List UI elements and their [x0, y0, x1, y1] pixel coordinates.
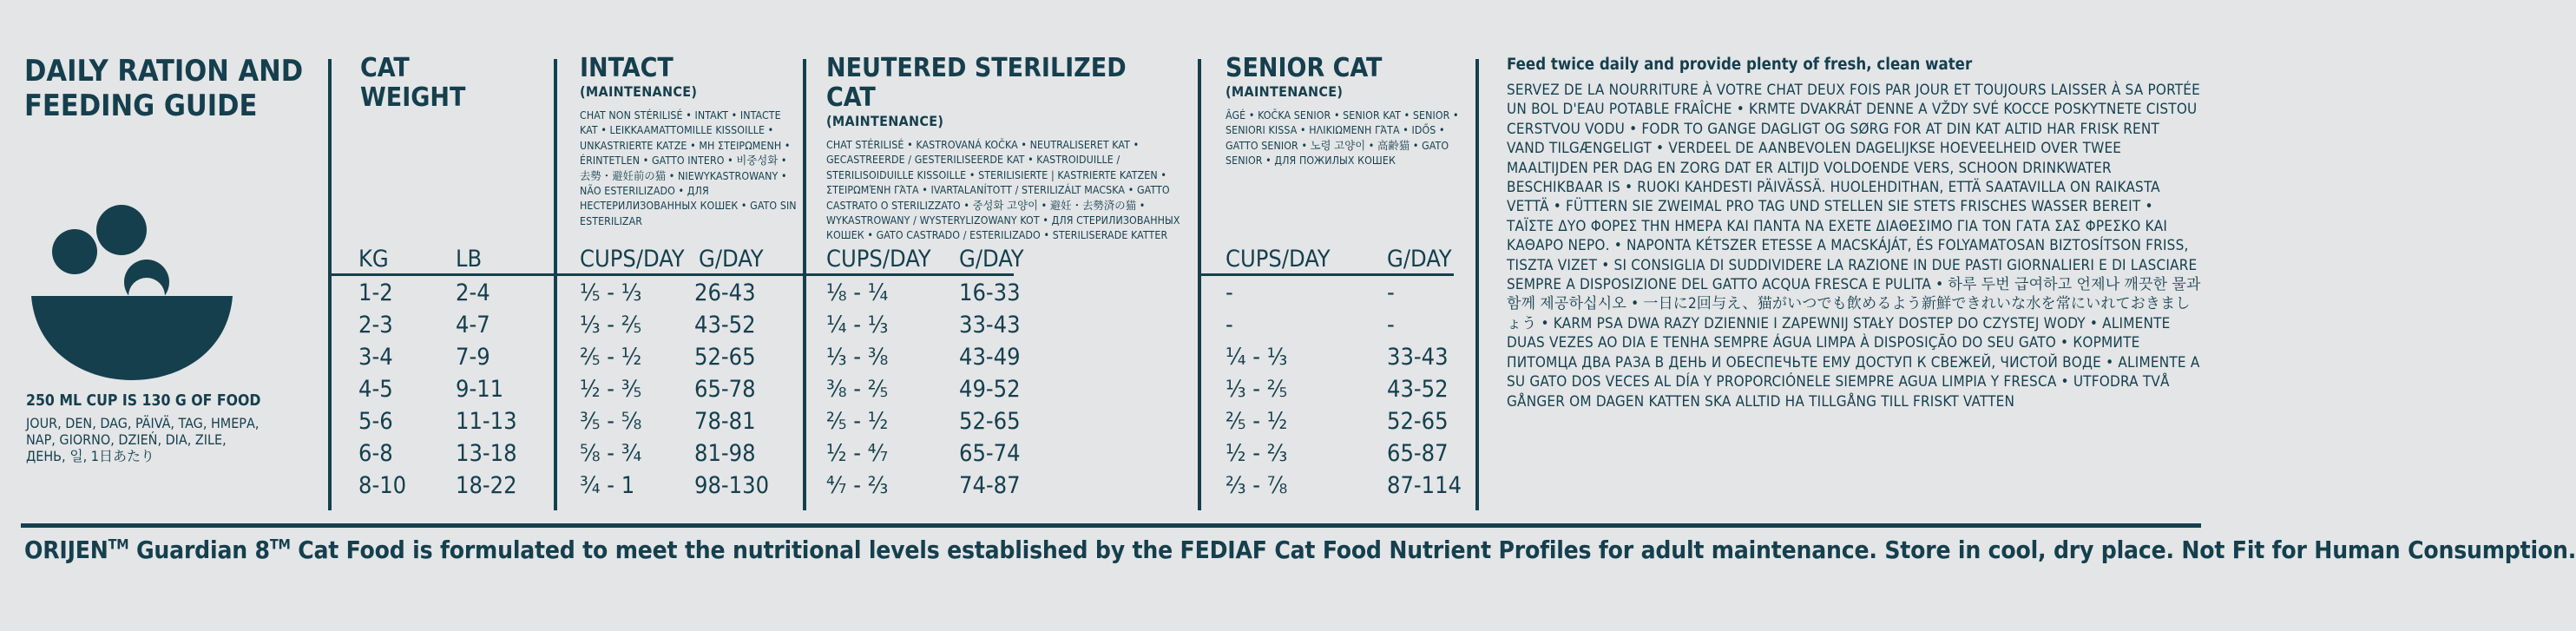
table-cell-ng: 43-49	[959, 344, 1021, 371]
table-cell-sc: -	[1226, 312, 1233, 339]
table-cell-ic: ¾ - 1	[580, 472, 635, 499]
column-translations: ÂGÉ • KOČKA SENIOR • SENIOR KAT • SENIOR • SENIORI KISSA • ΗΛΙΚΙΩΜΕΝΗ ΓΆΤΑ • IDŐS • GATTO SENIOR • 노령 고양이 • 高齢猫 • GATO SENIOR • ДЛЯ ПОЖИЛЫХ КОШЕК	[1226, 109, 1459, 168]
table-cell-ig: 43-52	[694, 312, 756, 339]
table-cell-nc: ⅜ - ⅖	[826, 376, 889, 403]
column-subtitle: (MAINTENANCE)	[826, 113, 944, 129]
table-cell-sg: 65-87	[1387, 440, 1449, 467]
rule	[556, 273, 803, 276]
table-cell-lb: 13-18	[456, 440, 517, 467]
trademark: TM	[108, 536, 129, 553]
unit-cups: CUPS/DAY	[1226, 246, 1331, 273]
table-cell-lb: 9-11	[456, 376, 504, 403]
unit-cups: CUPS/DAY	[826, 246, 931, 273]
table-cell-ng: 16-33	[959, 279, 1021, 306]
table-cell-ng: 74-87	[959, 472, 1021, 499]
column-translations: CHAT STÉRILISÉ • KASTROVANÁ KOČKA • NEUTRALISERET KAT • GECASTREERDE / GESTERILISEERDE KAT • KASTROIDUILLE / STERILISOIDUILLE KISSOILLE • STERILISIERTE | KASTRIERTE KATZEN • ΣΤΕΙΡΩΜΈΝΗ ΓΆΤΑ • IVARTALANÍTOTT / STERILIZÁLT MACSKA • GATTO CASTRATO O STERILIZZATO • 중성화 고양이 • 避妊・去勢済の猫 • WYKASTROWANY / WYSTERYLIZOWANY KOT • ДЛЯ СТЕРИЛИЗОВАННЫХ КОШЕК • GATO CASTRADO / ESTERILIZADO • STERILISERADE KATTER	[826, 139, 1180, 242]
table-cell-lb: 11-13	[456, 408, 517, 435]
food-bowl-icon	[24, 187, 241, 382]
table-cell-lb: 18-22	[456, 472, 517, 499]
table-cell-ig: 52-65	[694, 344, 756, 371]
column-title: NEUTERED STERILIZED CAT	[826, 53, 1127, 113]
cat-weight-heading: CAT WEIGHT	[360, 53, 466, 113]
table-cell-ng: 49-52	[959, 376, 1021, 403]
feed-heading: Feed twice daily and provide plenty of fresh, clean water	[1507, 56, 1973, 74]
table-cell-nc: ⅛ - ¼	[826, 279, 889, 306]
table-cell-sg: -	[1387, 279, 1395, 306]
table-cell-kg: 8-10	[358, 472, 407, 499]
column-neutered	[826, 54, 1182, 244]
table-cell-sg: 43-52	[1387, 376, 1449, 403]
unit-kg: KG	[358, 246, 389, 273]
footer-rule	[21, 523, 2201, 528]
column-translations: CHAT NON STÉRILISÉ • INTAKT • INTACTE KAT • LEIKKAAMATTOMILLE KISSOILLE • UNKASTRIERTE KATZE • ΜΗ ΣΤΕΙΡΩΜΕΝΗ • ÉRINTETLEN • GATTO INTERO • 비중성화 • 去勢・避妊前の猫 • NIEWYKASTROWANY • NÃO ESTERILIZADO • ДЛЯ НЕСТЕРИЛИЗОВАННЫХ КОШЕК • GATO SIN ESTERILIZAR	[580, 109, 797, 227]
product-name: Guardian 8	[128, 536, 270, 564]
table-cell-sg: 87-114	[1387, 472, 1462, 499]
table-cell-sg: 33-43	[1387, 344, 1449, 371]
table-cell-lb: 4-7	[456, 312, 490, 339]
divider	[1475, 59, 1479, 510]
column-subtitle: (MAINTENANCE)	[1226, 83, 1344, 100]
table-cell-kg: 2-3	[358, 312, 393, 339]
table-cell-ng: 52-65	[959, 408, 1021, 435]
rule	[331, 273, 554, 276]
table-cell-sc: ½ - ⅔	[1226, 440, 1288, 467]
table-cell-ig: 26-43	[694, 279, 756, 306]
footer-text: Cat Food is formulated to meet the nutritional levels established by the FEDIAF Cat Food Nutrient Profiles for adult maintenance. Store in cool, dry place. Not Fit for Human Consumption.	[290, 536, 2576, 564]
table-cell-nc: ¼ - ⅓	[826, 312, 889, 339]
table-cell-lb: 7-9	[456, 344, 490, 371]
column-title: SENIOR CAT	[1226, 53, 1383, 83]
feeding-instructions	[1507, 56, 2201, 411]
divider	[803, 59, 806, 510]
page-title: DAILY RATION AND FEEDING GUIDE	[24, 54, 304, 123]
table-cell-sc: ⅓ - ⅖	[1226, 376, 1288, 403]
table-cell-ig: 81-98	[694, 440, 756, 467]
table-cell-kg: 6-8	[358, 440, 393, 467]
table-cell-ig: 65-78	[694, 376, 756, 403]
column-intact	[580, 54, 797, 229]
unit-g: G/DAY	[1387, 246, 1452, 273]
table-cell-kg: 5-6	[358, 408, 393, 435]
divider	[1198, 59, 1201, 510]
table-cell-sc: ⅔ - ⅞	[1226, 472, 1288, 499]
table-cell-ng: 33-43	[959, 312, 1021, 339]
table-cell-ig: 98-130	[694, 472, 770, 499]
table-cell-ic: ⅕ - ⅓	[580, 279, 642, 306]
table-cell-nc: ⅓ - ⅜	[826, 344, 889, 371]
trademark: TM	[269, 536, 291, 553]
table-cell-nc: ⅖ - ½	[826, 408, 889, 435]
footer-statement	[24, 536, 2576, 564]
table-cell-ng: 65-74	[959, 440, 1021, 467]
column-subtitle: (MAINTENANCE)	[580, 83, 698, 100]
rule	[1200, 273, 1454, 276]
table-cell-kg: 3-4	[358, 344, 393, 371]
table-cell-ig: 78-81	[694, 408, 756, 435]
table-cell-ic: ⅓ - ⅖	[580, 312, 642, 339]
cup-note: 250 ML CUP IS 130 G OF FOOD	[26, 392, 261, 410]
column-title: INTACT	[580, 53, 674, 83]
table-cell-ic: ½ - ⅗	[580, 376, 642, 403]
table-cell-sc: ⅖ - ½	[1226, 408, 1288, 435]
brand-name: ORIJEN	[24, 536, 108, 564]
divider	[554, 59, 557, 510]
table-cell-sc: -	[1226, 279, 1233, 306]
table-cell-ic: ⅖ - ½	[580, 344, 642, 371]
table-cell-lb: 2-4	[456, 279, 490, 306]
table-cell-sc: ¼ - ⅓	[1226, 344, 1288, 371]
unit-cups: CUPS/DAY	[580, 246, 685, 273]
table-cell-ic: ⅝ - ¾	[580, 440, 642, 467]
day-translations: JOUR, DEN, DAG, PÄIVÄ, TAG, ΗΜΕΡΑ, NAP, GIORNO, DZIEŃ, DIA, ZILE, ДЕНЬ, 일, 1日あたり	[26, 415, 260, 464]
table-cell-kg: 4-5	[358, 376, 393, 403]
unit-lb: LB	[456, 246, 483, 273]
column-senior	[1226, 54, 1460, 169]
table-cell-sg: 52-65	[1387, 408, 1449, 435]
rule	[805, 273, 1014, 276]
divider	[328, 59, 332, 510]
table-cell-nc: ⁴⁄₇ - ⅔	[826, 472, 889, 499]
feed-translations: SERVEZ DE LA NOURRITURE À VOTRE CHAT DEUX FOIS PAR JOUR ET TOUJOURS LAISSER À SA PORTÉE UN BOL D'EAU POTABLE FRAÎCHE • KRMTE DVAKRÁT DENNE A VŽDY SVÉ KOCCE POSKYTNETE CISTOU CERSTVOU VODU • FODR TO GANGE DAGLIGT OG SØRG FOR AT DIN KAT ALTID HAR FRISK RENT VAND TILGÆNGELIGT • VERDEEL DE AANBEVOLEN DAGELIJKSE HOEVEELHEID OVER TWEE MAALTIJDEN PER DAG EN ZORG DAT ER ALTIJD VOLDOENDE VERS, SCHOON DRINKWATER BESCHIKBAAR IS • RUOKI KAHDESTI PÄIVÄSSÄ. HUOLEHDITHAN, ETTÄ SAATAVILLA ON RAIKASTA VETTÄ • FÜTTERN SIE ZWEIMAL PRO TAG UND STELLEN SIE STETS FRISCHES WASSER BEREIT • ΤΑΪΣΤΕ ΔΥΟ ΦΟΡΕΣ ΤΗΝ ΗΜΕΡΑ ΚΑΙ ΠΑΝΤΑ ΝΑ ΕΧΕΤΕ ΔΙΑΘΕΣΙΜΟ ΓΙΑ ΤΟΝ ΓΑΤΑ ΣΑΣ ΦΡΕΣΚΟ ΚΑΙ ΚΑΘΑΡΟ ΝΕΡΟ. • NAPONTA KÉTSZER ETESSE A MACSKÁJÁT, ÉS FOLYAMATOSAN BIZTOSÍTSON FRISS, TISZTA VIZET • SI CONSIGLIA DI SUDDIVIDERE LA RAZIONE IN DUE PASTI GIORNALIERI E DI LASCIARE SEMPRE A DISPOSIZIONE DEL GATTO ACQUA FRESCA E PULITA • 하루 두번 급여하고 언제나 깨끗한 물과함께 제공하십시오 • 一日に2回与え、猫がいつでも飲めるよう新鮮できれいな水を常にいれておきましょう • KARM PSA DWA RAZY DZIENNIE I ZAPEWNIJ STAŁY DOSTEP DO CZYSTEJ WODY • ALIMENTE DUAS VEZES AO DIA E TENHA SEMPRE ÁGUA LIMPA À DISPOSIÇÃO DO SEU GATO • КОРМИТЕ ПИТОМЦА ДВА РАЗА В ДЕНЬ И ОБЕСПЕЧЬТЕ ЕМУ ДОСТУП К СВЕЖЕЙ, ЧИСТОЙ ВОДЕ • ALIMENTE A SU GATO DOS VECES AL DÍA Y PROPORCIÓNELE SIEMPRE AGUA LIMPIA Y FRESCA • UTFODRA TVÅ GÅNGER OM DAGEN KATTEN SKA ALLTID HA TILLGÅNG TILL FRISKT VATTEN	[1507, 82, 2201, 411]
table-cell-kg: 1-2	[358, 279, 393, 306]
unit-g: G/DAY	[699, 246, 764, 273]
unit-g: G/DAY	[959, 246, 1024, 273]
table-cell-sg: -	[1387, 312, 1395, 339]
table-cell-ic: ⅗ - ⅝	[580, 408, 642, 435]
table-cell-nc: ½ - ⁴⁄₇	[826, 440, 889, 467]
